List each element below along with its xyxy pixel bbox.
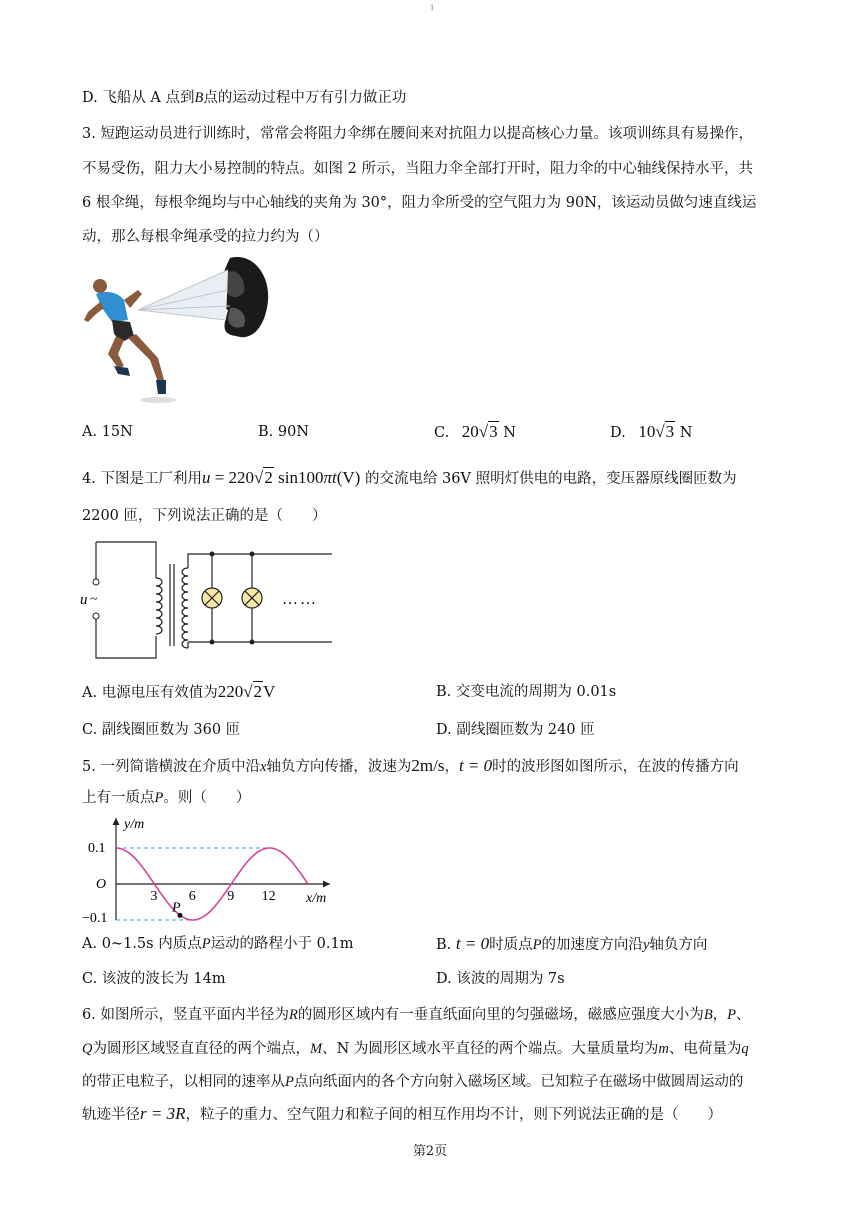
var-p: P xyxy=(201,936,211,952)
text: 轨迹半径 xyxy=(82,1107,140,1123)
x-tick-label: 3 xyxy=(150,889,158,904)
text: 点向纸面内的各个方向射入磁场区域。已知粒子在磁场中做圆周运动的 xyxy=(293,1074,744,1090)
formula-part: = 220 xyxy=(210,468,255,487)
q6-line4 xyxy=(82,1104,722,1125)
var-r: R xyxy=(288,1007,298,1023)
option-text: 该波的波长为 14m xyxy=(101,971,226,987)
text: 6. 如图所示，竖直平面内半径为 xyxy=(82,1007,289,1023)
math-expr: 20√3 xyxy=(461,422,498,441)
option-text: 轴负方向 xyxy=(649,937,708,953)
continuation-dots: …… xyxy=(282,591,318,608)
q3-line1: 3. 短跑运动员进行训练时，常常会将阻力伞绑在腰间来对抗阻力以提高核心力量。该项训练具有易操作， xyxy=(82,126,753,142)
q5-option-c xyxy=(82,969,226,989)
q3-option-b xyxy=(258,422,309,442)
text: ， xyxy=(444,759,459,775)
q3-line4: 动，那么每根伞绳承受的拉力约为（） xyxy=(82,229,329,245)
text: 、 xyxy=(736,1007,751,1023)
math-expr: 220√2V xyxy=(217,682,276,701)
option-label: D. xyxy=(610,425,626,441)
option-label: C. xyxy=(82,722,98,738)
text: 4. 下图是工厂利用 xyxy=(82,471,202,487)
q4-line1 xyxy=(82,468,737,489)
speed: 2m/s xyxy=(411,756,445,775)
var-p: P xyxy=(154,790,164,806)
coef: 20 xyxy=(461,422,479,441)
x-axis-label: x/m xyxy=(306,891,327,906)
q5-option-d xyxy=(436,969,565,989)
option-text: 电源电压有效值为 xyxy=(101,685,218,701)
y-tick-label: −0.1 xyxy=(82,911,108,926)
q5-line2 xyxy=(82,788,250,808)
formula-part: (V) xyxy=(336,468,361,487)
root: 2 xyxy=(253,682,263,701)
q4-line2: 2200 匝，下列说法正确的是（ ） xyxy=(82,508,327,524)
coef: 10 xyxy=(638,422,656,441)
option-label: B. xyxy=(258,424,274,440)
text: 的圆形区域内有一垂直纸面向里的匀强磁场，磁感应强度大小为 xyxy=(297,1007,704,1023)
var-m: M xyxy=(309,1041,323,1057)
q3-line2: 不易受伤，阻力大小易控制的特点。如图 2 所示，当阻力伞全部打开时，阻力伞的中心轴线保持水平，共 xyxy=(82,161,753,177)
var-charge: q xyxy=(741,1041,749,1057)
root: 2 xyxy=(264,468,273,487)
var-b: B xyxy=(703,1007,713,1023)
option-text: 的加速度方向沿 xyxy=(541,937,643,953)
text: 、N 为圆形区域水平直径的两个端点。大量质量均为 xyxy=(322,1041,659,1057)
runner-parachute-figure xyxy=(78,250,278,410)
text: 的交流电给 36V 照明灯供电的电路，变压器原线圈匝数为 xyxy=(360,471,737,487)
text: 5. 一列简谐横波在介质中沿 xyxy=(82,759,260,775)
unit: N xyxy=(503,425,516,441)
wave-graph xyxy=(80,810,350,930)
var-p: P xyxy=(727,1007,737,1023)
text: 的带正电粒子，以相同的速率从 xyxy=(82,1074,285,1090)
var-p: P xyxy=(285,1074,294,1090)
var-u: u xyxy=(201,468,211,487)
var-x: x xyxy=(259,759,267,775)
source-label-tilde: ~ xyxy=(90,592,98,607)
option-text: 交变电流的周期为 0.01s xyxy=(455,684,617,700)
math-expr: 10√3 xyxy=(638,422,675,441)
q5-option-b xyxy=(436,934,707,955)
q4-option-b xyxy=(436,682,616,702)
option-text: 副线圈匝数为 240 匝 xyxy=(456,722,595,738)
text: 上有一质点 xyxy=(82,790,155,806)
text: 、电荷量为 xyxy=(668,1041,742,1057)
option-text: 时质点 xyxy=(489,937,533,953)
text: 。则（ ） xyxy=(163,790,251,806)
y-tick-label: 0.1 xyxy=(88,841,106,856)
origin-label: O xyxy=(96,877,107,892)
text: ，粒子的重力、空气阻力和粒子间的相互作用均不计，则下列说法正确的是（ ） xyxy=(185,1107,722,1123)
option-text: 该波的周期为 7s xyxy=(456,971,565,987)
option-label: A. xyxy=(82,685,98,701)
var-p: P xyxy=(532,937,542,953)
q5-line1 xyxy=(82,756,739,777)
time-zero: t = 0 xyxy=(458,756,493,775)
q4-option-d xyxy=(436,720,595,740)
time-zero: t = 0 xyxy=(455,934,490,953)
y-axis-label: y/m xyxy=(124,817,145,832)
formula-part: πt xyxy=(323,468,337,487)
q6-line1 xyxy=(82,1005,751,1025)
unit: V xyxy=(263,682,276,701)
option-label: B. xyxy=(436,937,452,953)
q4-option-c xyxy=(82,720,240,740)
var-mass: m xyxy=(658,1041,669,1057)
option-label: D. xyxy=(436,971,452,987)
option-text: 0~1.5s 内质点 xyxy=(101,936,202,952)
x-tick-label: 9 xyxy=(227,889,235,904)
var-y: y xyxy=(642,937,650,953)
var-q: Q xyxy=(82,1041,93,1057)
x-tick-label: 6 xyxy=(188,889,196,904)
q3-line3: 6 根伞绳，每根伞绳均与中心轴线的夹角为 30°，阻力伞所受的空气阻力为 90N，该运动员做匀速直线运 xyxy=(82,195,757,211)
q5-option-a xyxy=(82,934,353,954)
var-b: B xyxy=(194,90,204,106)
q2-option-d xyxy=(82,88,406,108)
radius-expr: r = 3R xyxy=(140,1104,186,1123)
unit: N xyxy=(679,425,693,441)
root: 3 xyxy=(489,422,498,441)
q6-line3 xyxy=(82,1072,743,1092)
root: 3 xyxy=(665,422,675,441)
option-label: B. xyxy=(436,684,452,700)
option-text: 运动的路程小于 0.1m xyxy=(210,936,354,952)
text: 时的波形图如图所示，在波的传播方向 xyxy=(492,759,739,775)
option-label: D. xyxy=(82,90,98,106)
coef: 220 xyxy=(217,682,244,701)
option-text: 15N xyxy=(101,424,133,440)
q3-option-a xyxy=(82,422,133,442)
page-footer: 第2页 xyxy=(412,1144,448,1159)
text: ， xyxy=(712,1007,728,1023)
x-tick-label: 12 xyxy=(261,889,276,904)
option-text: 点的运动过程中万有引力做正功 xyxy=(203,90,407,106)
q3-option-d xyxy=(610,422,692,443)
q6-line2 xyxy=(82,1039,749,1059)
option-label: A. xyxy=(82,936,98,952)
option-label: C. xyxy=(434,425,450,441)
formula: u = 220√2 sin100πt(V) xyxy=(201,468,361,487)
formula-part: sin100 xyxy=(273,468,324,487)
text: 轴负方向传播，波速为 xyxy=(266,759,412,775)
option-label: D. xyxy=(436,722,452,738)
option-text: 飞船从 A 点到 xyxy=(102,90,195,106)
option-label: C. xyxy=(82,971,98,987)
option-label: A. xyxy=(82,424,98,440)
source-label-u: u xyxy=(80,592,88,608)
text: 为圆形区域竖直直径的两个端点， xyxy=(92,1041,310,1057)
transformer-circuit-figure xyxy=(80,538,340,664)
option-text: 90N xyxy=(277,424,310,440)
page-header-mark: 1 xyxy=(430,4,435,12)
option-text: 副线圈匝数为 360 匝 xyxy=(101,722,241,738)
q4-option-a xyxy=(82,682,275,703)
point-p-label: P xyxy=(172,900,181,916)
q3-option-c xyxy=(434,422,516,443)
